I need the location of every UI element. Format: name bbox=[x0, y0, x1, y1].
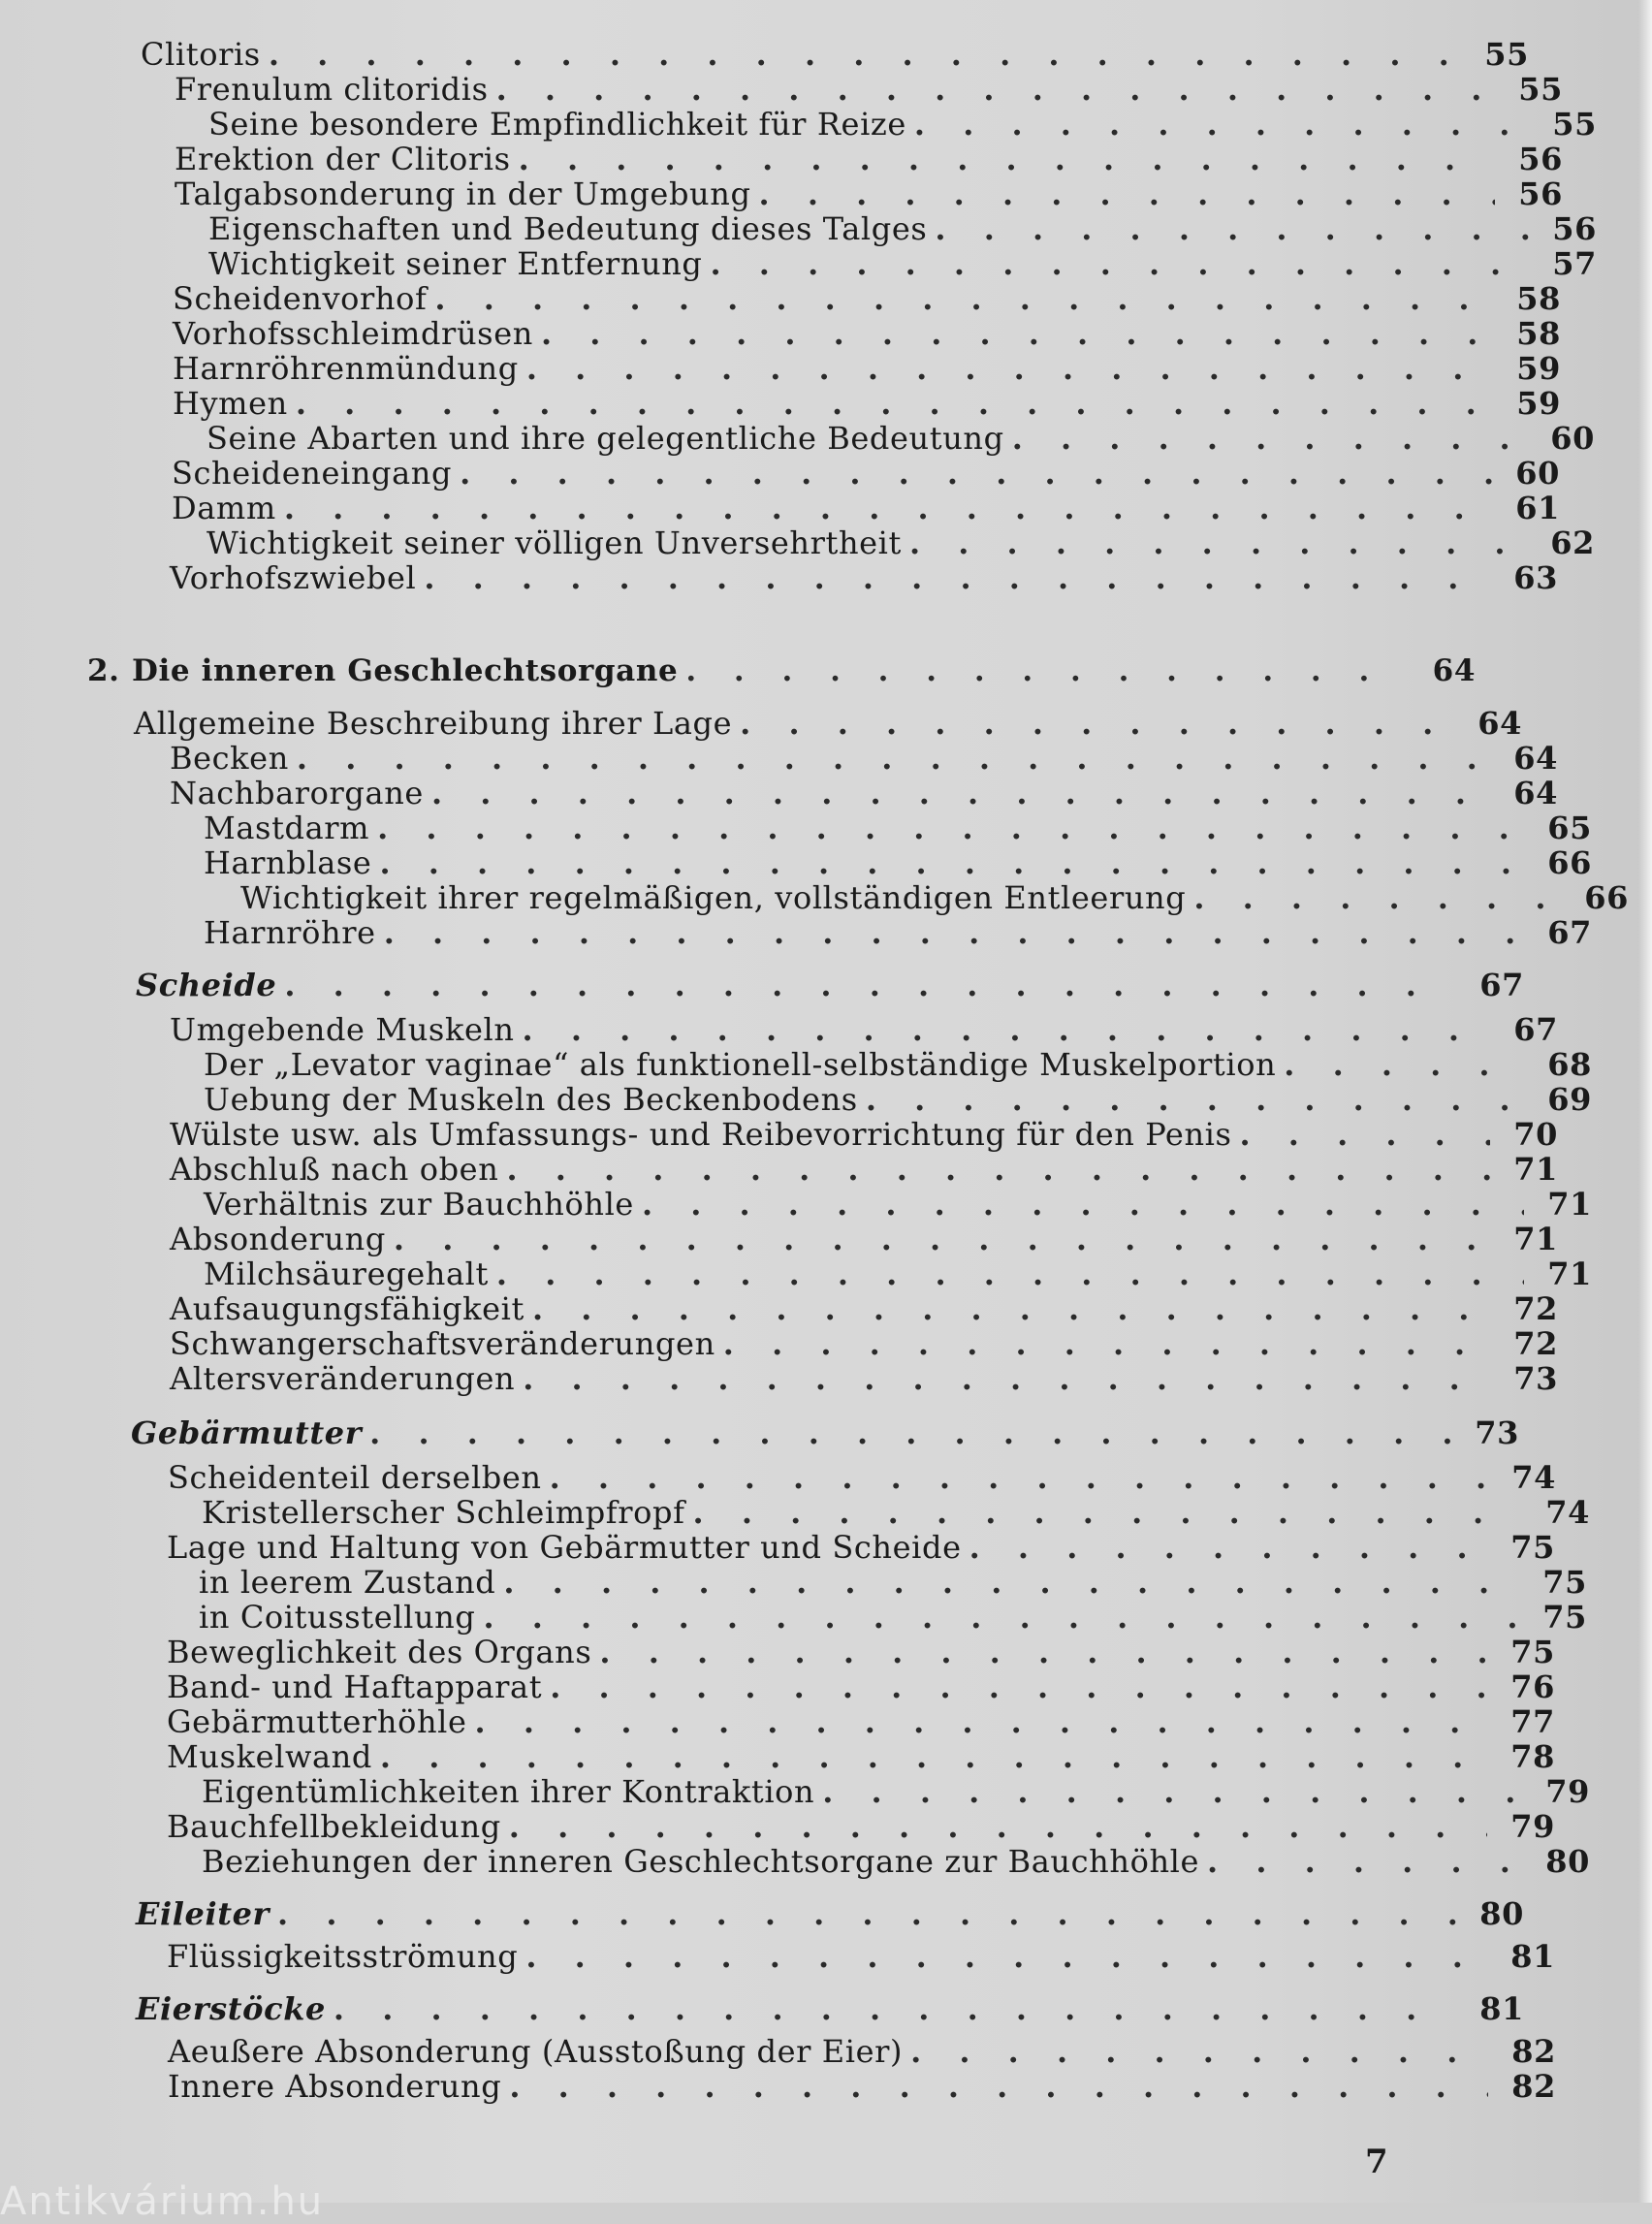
toc-entry: Harnblase . . . 66 bbox=[0, 845, 1652, 880]
toc-entry: Milchsäuregehalt . . . 71 bbox=[0, 1256, 1652, 1291]
chapter-title: Die inneren Geschlechtsorgane bbox=[132, 653, 679, 688]
toc-entry: Umgebende Muskeln . . . 67 bbox=[0, 1012, 1652, 1047]
toc-entry: Beweglichkeit des Organs . . . 75 bbox=[0, 1635, 1652, 1669]
toc-entry: Beziehungen der inneren Geschlechtsorgane zur Bauchhöhle . . . 80 bbox=[0, 1844, 1652, 1879]
toc-entry: Aufsaugungsfähigkeit . . . 72 bbox=[0, 1291, 1652, 1326]
toc-entry: Eigentümlichkeiten ihrer Kontraktion . . . 79 bbox=[0, 1774, 1652, 1809]
page-number: 7 bbox=[1365, 2143, 1388, 2181]
toc-entry: Schwangerschaftsveränderungen . . . 72 bbox=[0, 1326, 1652, 1361]
toc-entry: Wichtigkeit ihrer regelmäßigen, vollständigen Entleerung . . . 66 bbox=[0, 880, 1652, 915]
toc-entry: Frenulum clitoridis . . . 55 bbox=[0, 72, 1652, 107]
toc-entry: Wichtigkeit seiner völligen Unversehrtheit . . . 62 bbox=[0, 525, 1652, 560]
watermark: Antikvárium.hu bbox=[0, 2179, 325, 2224]
toc-entry: Vorhofszwiebel . . . 63 bbox=[0, 560, 1652, 595]
toc-entry: Erektion der Clitoris . . . 56 bbox=[0, 142, 1652, 176]
toc-entry: Damm . . . 61 bbox=[0, 491, 1652, 525]
toc-entry: Der „Levator vaginae“ als funktionell-selbständige Muskelportion . . . 68 bbox=[0, 1047, 1652, 1082]
chapter-heading: 2. Die inneren Geschlechtsorgane . . . 64 bbox=[0, 653, 1652, 688]
toc-entry: Talgabsonderung in der Umgebung . . . 56 bbox=[0, 176, 1652, 211]
toc-entry: Harnröhrenmündung . . . 59 bbox=[0, 351, 1652, 386]
toc-entry: in Coitusstellung . . . 75 bbox=[0, 1600, 1652, 1635]
toc-entry: Absonderung . . . 71 bbox=[0, 1222, 1652, 1256]
toc-entry: Nachbarorgane . . . 64 bbox=[0, 776, 1652, 810]
toc-entry: Flüssigkeitsströmung . . . 81 bbox=[0, 1939, 1652, 1974]
toc-entry: Becken . . . 64 bbox=[0, 741, 1652, 776]
toc-entry: Allgemeine Beschreibung ihrer Lage . . . 64 bbox=[0, 706, 1652, 741]
toc-entry: Bauchfellbekleidung . . . 79 bbox=[0, 1809, 1652, 1844]
toc-entry: Uebung der Muskeln des Beckenbodens . . . 69 bbox=[0, 1082, 1652, 1117]
section-heading: Eileiter . . . 80 bbox=[0, 1896, 1652, 1931]
toc-entry: Aeußere Absonderung (Ausstoßung der Eier) . . . 82 bbox=[0, 2034, 1652, 2069]
toc-entry: Lage und Haltung von Gebärmutter und Scheide . . . 75 bbox=[0, 1530, 1652, 1565]
toc-entry: in leerem Zustand . . . 75 bbox=[0, 1565, 1652, 1600]
section-heading: Scheide . . . 67 bbox=[0, 968, 1652, 1002]
toc-entry: Altersveränderungen . . . 73 bbox=[0, 1361, 1652, 1396]
toc-entry: Vorhofsschleimdrüsen . . . 58 bbox=[0, 316, 1652, 351]
toc-entry: Eigenschaften und Bedeutung dieses Talges . . . 56 bbox=[0, 211, 1652, 246]
section-heading: Eierstöcke . . . 81 bbox=[0, 1991, 1652, 2026]
toc-entry: Wichtigkeit seiner Entfernung . . . 57 bbox=[0, 246, 1652, 281]
toc-entry: Innere Absonderung . . . 82 bbox=[0, 2069, 1652, 2104]
section-heading: Gebärmutter . . . 73 bbox=[0, 1415, 1652, 1450]
toc-entry: Clitoris . . . 55 bbox=[0, 37, 1652, 72]
toc-entry: Seine Abarten und ihre gelegentliche Bedeutung . . . 60 bbox=[0, 421, 1652, 456]
toc-entry: Band- und Haftapparat . . . 76 bbox=[0, 1669, 1652, 1704]
toc-entry: Harnröhre . . . 67 bbox=[0, 915, 1652, 950]
toc-entry: Seine besondere Empfindlichkeit für Reize . . . 55 bbox=[0, 107, 1652, 142]
toc-entry: Verhältnis zur Bauchhöhle . . . 71 bbox=[0, 1187, 1652, 1222]
chapter-number: 2. bbox=[87, 653, 120, 688]
toc-entry: Mastdarm . . . 65 bbox=[0, 810, 1652, 845]
toc-entry: Kristellerscher Schleimpfropf . . . 74 bbox=[0, 1495, 1652, 1530]
toc-entry: Abschluß nach oben . . . 71 bbox=[0, 1152, 1652, 1187]
toc-entry: Scheideneingang . . . 60 bbox=[0, 456, 1652, 491]
toc-entry: Hymen . . . 59 bbox=[0, 386, 1652, 421]
toc-entry: Scheidenvorhof . . . 58 bbox=[0, 281, 1652, 316]
toc-entry: Gebärmutterhöhle . . . 77 bbox=[0, 1704, 1652, 1739]
toc-entry: Scheidenteil derselben . . . 74 bbox=[0, 1460, 1652, 1495]
toc-entry: Wülste usw. als Umfassungs- und Reibevorrichtung für den Penis . . . 70 bbox=[0, 1117, 1652, 1152]
toc-entry: Muskelwand . . . 78 bbox=[0, 1739, 1652, 1774]
